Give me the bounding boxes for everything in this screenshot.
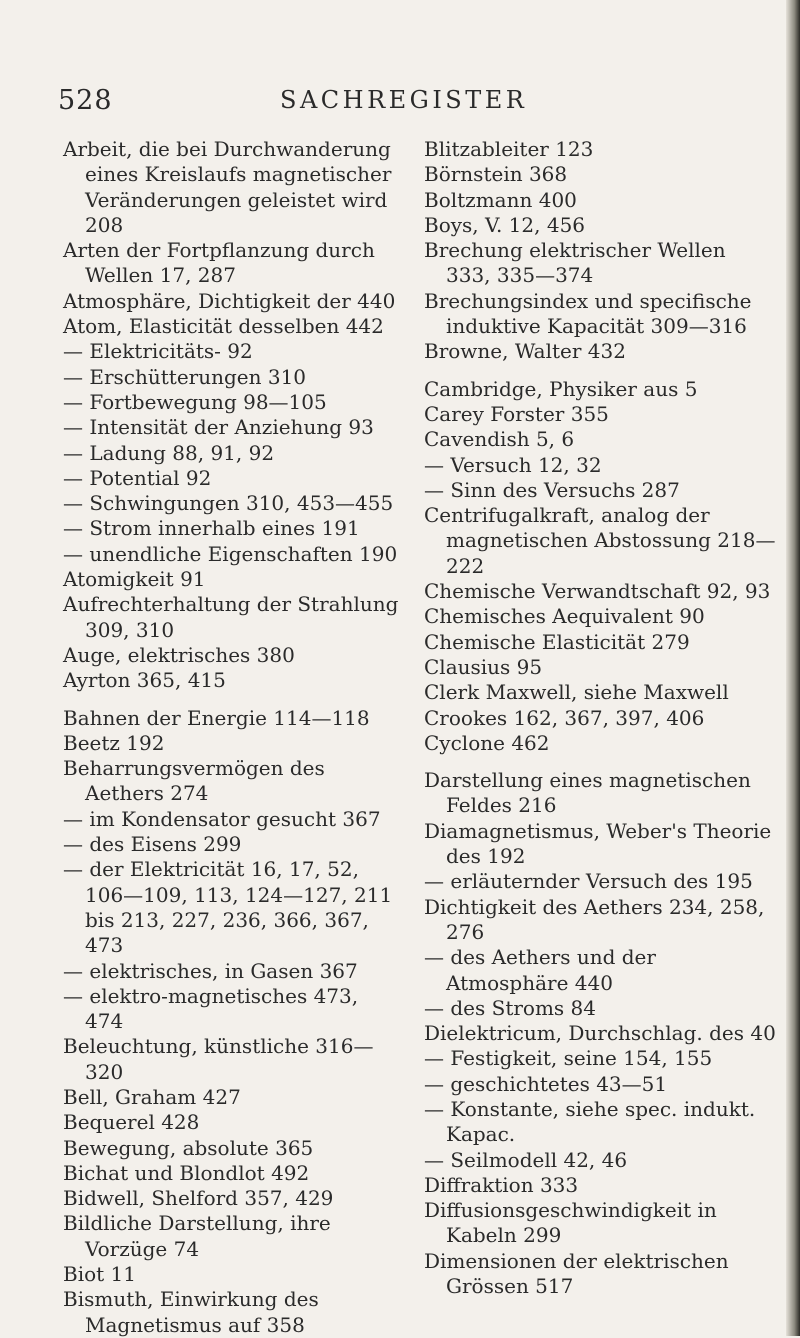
index-entry: Cavendish 5, 6 — [424, 427, 575, 452]
index-entry: — des Eisens 299 — [63, 832, 242, 857]
index-entry: Dielektricum, Durchschlag. des 40 — [424, 1021, 776, 1046]
index-entry: Aufrechterhaltung der Strahlung 309, 310 — [63, 592, 399, 642]
index-entry: Atmosphäre, Dichtigkeit der 440 — [63, 288, 396, 313]
index-entry: Auge, elektrisches 380 — [63, 642, 295, 667]
index-entry: Brechungsindex und specifische induktive Kapacität 309—316 — [424, 288, 752, 339]
index-entry: — im Kondensator gesucht 367 — [63, 806, 381, 831]
index-entry: Atomigkeit 91 — [63, 567, 206, 592]
index-entry: Bidwell, Shelford 357, 429 — [63, 1186, 334, 1211]
index-entry: Brechung elektrischer Wellen 333, 335—374 — [424, 238, 726, 288]
index-entry: Chemische Elasticität 279 — [424, 629, 690, 654]
index-entry: Boltzmann 400 — [424, 187, 577, 212]
index-entry: — Sinn des Versuchs 287 — [424, 477, 680, 502]
index-entry: — erläuternder Versuch des 195 — [424, 869, 753, 894]
index-entry: — Konstante, siehe spec. indukt. Kapac. — [424, 1096, 756, 1147]
running-title: SACHREGISTER — [280, 86, 528, 114]
index-entry: Dimensionen der elektrischen Grössen 517 — [424, 1248, 729, 1299]
index-entry: — unendliche Eigenschaften 190 — [63, 541, 398, 566]
index-entry: Biot 11 — [63, 1262, 136, 1287]
index-entry: Centrifugalkraft, analog der magnetischen Abstossung 218—222 — [424, 503, 776, 578]
index-entry: — Potential 92 — [63, 465, 212, 490]
page-number: 528 — [58, 85, 113, 116]
index-entry: Chemische Verwandtschaft 92, 93 — [424, 579, 771, 604]
index-entry: Arten der Fortpflanzung durch Wellen 17, 287 — [63, 238, 375, 288]
index-entry: — elektrisches, in Gasen 367 — [63, 958, 358, 983]
index-entry: — Strom innerhalb eines 191 — [63, 516, 360, 541]
index-entry: Bequerel 428 — [63, 1110, 200, 1135]
index-entry: Clausius 95 — [424, 654, 543, 679]
index-entry: — Elektricitäts- 92 — [63, 339, 253, 364]
index-entry: — der Elektricität 16, 17, 52, 106—109, 113, 124—127, 211 bis 213, 227, 236, 366, 367, 473 — [63, 857, 393, 958]
index-entry: Browne, Walter 432 — [424, 339, 626, 364]
index-entry: Chemisches Aequivalent 90 — [424, 604, 705, 629]
index-entry: — Ladung 88, 91, 92 — [63, 440, 275, 465]
index-entry: Diffraktion 333 — [424, 1172, 579, 1197]
index-entry: — Intensität der Anziehung 93 — [63, 415, 374, 440]
index-entry: — Erschütterungen 310 — [63, 364, 307, 389]
index-entry: Dichtigkeit des Aethers 234, 258, 276 — [424, 894, 765, 944]
index-entry: — Schwingungen 310, 453—455 — [63, 491, 394, 516]
index-entry: Bewegung, absolute 365 — [63, 1135, 314, 1160]
index-column-left — [63, 137, 399, 1338]
index-entry: Boys, V. 12, 456 — [424, 212, 586, 237]
index-entry: — elektro-magnetisches 473, 474 — [63, 983, 359, 1034]
index-entry: Bell, Graham 427 — [63, 1084, 241, 1109]
index-entry: Darstellung eines magnetischen Feldes 216 — [424, 768, 751, 818]
index-entry: Bahnen der Energie 114—118 — [63, 705, 370, 730]
index-entry: Ayrton 365, 415 — [63, 668, 226, 693]
index-entry: Arbeit, die bei Durchwanderung eines Kreislaufs magnetischer Veränderungen geleistet wird 208 — [63, 137, 392, 237]
index-entry: Diamagnetismus, Weber's Theorie des 192 — [424, 818, 772, 869]
index-entry: — des Aethers und der Atmosphäre 440 — [424, 945, 656, 995]
index-entry: Bismuth, Einwirkung des Magnetismus auf 358 — [63, 1287, 319, 1337]
index-entry: Crookes 162, 367, 397, 406 — [424, 705, 705, 730]
index-entry: — Fortbewegung 98—105 — [63, 389, 327, 414]
index-entry: Cambridge, Physiker aus 5 — [424, 376, 698, 401]
index-entry: Beetz 192 — [63, 730, 165, 755]
index-column-right — [424, 137, 776, 1299]
index-entry: — des Stroms 84 — [424, 995, 596, 1020]
index-entry: Diffusionsgeschwindigkeit in Kabeln 299 — [424, 1198, 717, 1248]
index-entry: Beleuchtung, künstliche 316—320 — [63, 1034, 374, 1084]
index-entry: — Festigkeit, seine 154, 155 — [424, 1046, 713, 1071]
index-entry: Blitzableiter 123 — [424, 137, 594, 161]
index-entry: — Seilmodell 42, 46 — [424, 1147, 628, 1172]
index-entry: Bildliche Darstellung, ihre Vorzüge 74 — [63, 1211, 331, 1261]
index-entry: Atom, Elasticität desselben 442 — [63, 314, 384, 339]
index-entry: — geschichtetes 43—51 — [424, 1071, 668, 1096]
index-entry: Carey Forster 355 — [424, 401, 609, 426]
index-entry: Clerk Maxwell, siehe Maxwell — [424, 680, 729, 705]
index-entry: Cyclone 462 — [424, 730, 550, 755]
index-entry: — Versuch 12, 32 — [424, 452, 602, 477]
book-edge-shadow — [786, 0, 800, 1336]
index-entry: Bichat und Blondlot 492 — [63, 1160, 310, 1185]
index-entry: Börnstein 368 — [424, 162, 568, 187]
index-entry: Beharrungsvermögen des Aethers 274 — [63, 756, 325, 806]
